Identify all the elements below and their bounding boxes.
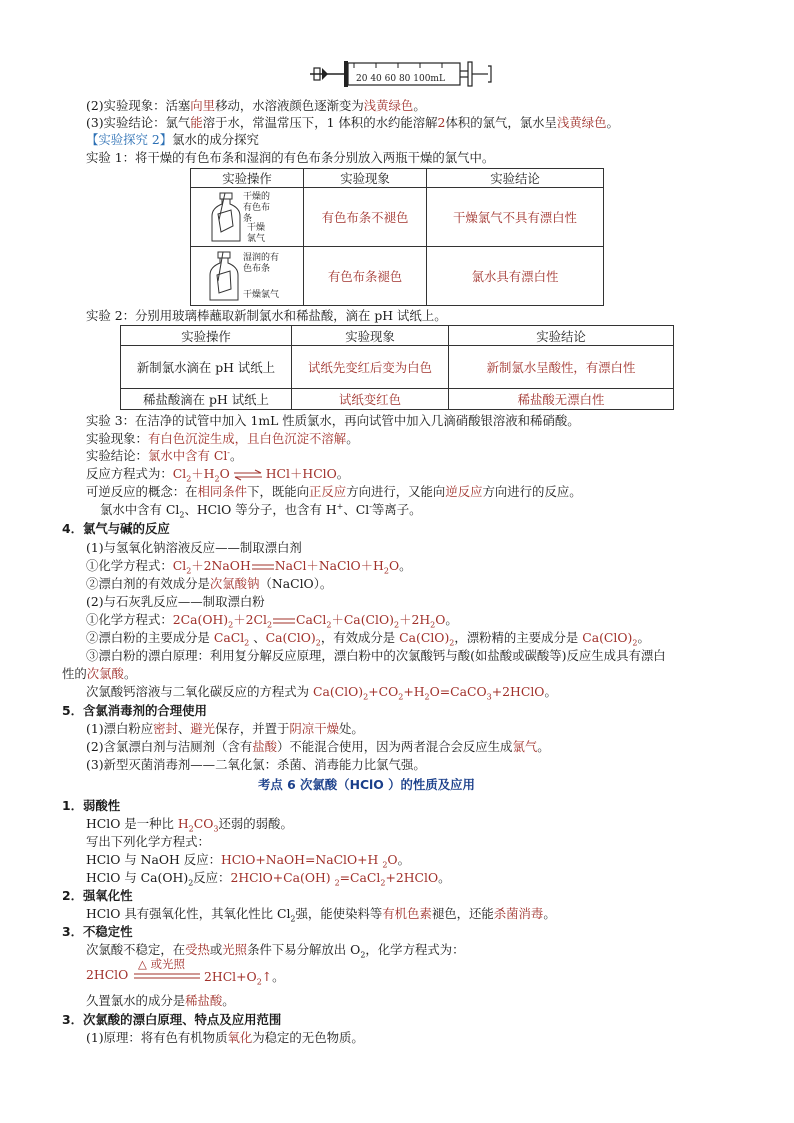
bleaching-principle: (1)原理：将有色有机物质氧化为稳定的无色物质。 [86, 1030, 364, 1045]
section-2-title: 2．强氧化性 [62, 888, 133, 903]
wet-cloth-bottle-icon [207, 251, 241, 303]
exp2-row2-op: 稀盐酸滴在 pH 试纸上 [121, 389, 292, 410]
exp2-header-phenom: 实验现象 [292, 326, 449, 346]
exp2-row1-concl: 新制氯水呈酸性，有漂白性 [449, 346, 674, 389]
storage-rule: (1)漂白粉应密封、避光保存，并置于阴凉干燥处。 [86, 721, 364, 736]
exp2-row2-phenom: 试纸变红色 [292, 389, 449, 410]
exp1-header-op: 实验操作 [191, 169, 304, 188]
equals-arrow-icon [273, 617, 295, 625]
syringe-figure [308, 58, 492, 90]
exp1-row2-phenom: 有色布条褪色 [304, 247, 427, 306]
section-1-title: 1．弱酸性 [62, 798, 121, 813]
exp2-header-concl: 实验结论 [449, 326, 674, 346]
exp3-conclusion: 实验结论：氯水中含有 Cl-。 [86, 447, 243, 463]
explore-2-heading: 【实验探究 2】氯水的成分探究 [86, 132, 259, 147]
condition-arrow-icon [134, 973, 200, 979]
exp3-intro: 实验 3：在洁净的试管中加入 1mL 性质氯水，再向试管中加入几滴硝酸银溶液和稀硝酸。 [86, 413, 580, 428]
line-conclusion-3: (3)实验结论：氯气能溶于水，常温常压下，1 体积的水约能溶解2体积的氯气，氯水呈浅黄绿色。 [86, 115, 619, 130]
chlorine-dioxide: (3)新型灭菌消毒剂——二氧化氯：杀菌、消毒能力比氯气强。 [86, 757, 426, 772]
exp3-phenomenon: 实验现象：有白色沉淀生成，且白色沉淀不溶解。 [86, 431, 359, 446]
dry-cloth-bottle-icon [209, 192, 243, 244]
exp1-header-phenom: 实验现象 [304, 169, 427, 188]
section-5-title: 5．含氯消毒剂的合理使用 [62, 703, 207, 718]
hclo-caoh2: HClO 与 $Ca(OH)_2$反应：2HClO+Ca(OH) $_2$=CaCl$_2$+2HClO。 [86, 870, 451, 888]
line-phenomenon-2: (2)实验现象：活塞向里移动，水溶液颜色逐渐变为浅黄绿色。 [86, 98, 426, 113]
chlorine-water-components: 氯水中含有 $Cl_2$、HClO 等分子，也含有 H+、Cl-等离子。 [100, 501, 422, 520]
lime-equation: ①化学方程式：$2Ca(OH)_2+2Cl_2$ $CaCl_2+Ca(ClO)_2+2H_2O$。 [86, 612, 458, 630]
bleach-powder-components: ②漂白粉的主要成分是 CaCl$_2$ 、$Ca(ClO)_2$，有效成分是 $Ca(ClO)_2$，漂粉精的主要成分是 $Ca(ClO)_2$。 [86, 630, 650, 648]
oxidizing-line: HClO 具有强氧化性，其氧化性比 $Cl_2$强，能使染料等有机色素褪色，还能杀菌消毒。 [86, 906, 556, 924]
exp2-row1-op: 新制氯水滴在 pH 试纸上 [121, 346, 292, 389]
lime-reaction-heading: (2)与石灰乳反应——制取漂白粉 [86, 594, 265, 609]
mixing-rule: (2)含氯漂白剂与洁厕剂（含有盐酸）不能混合使用，因为两者混合会反应生成氯气。 [86, 739, 550, 754]
topic-6-title: 考点 6 次氯酸（HClO ）的性质及应用 [258, 777, 475, 792]
section-4-title: 4．氯气与碱的反应 [62, 521, 170, 536]
page: 20 40 60 80 100mL (2)实验现象：活塞向里移动，水溶液颜色逐渐变为浅黄绿色。 (3)实验结论：氯气能溶于水，常温常压下，1 体积的水约能溶解2体积的氯气，氯水呈浅黄绿色。 【实验探究 2】氯水的成分探究 实验 1：将干燥的有色布条和湿润的有色布条分别放入两瓶干燥的氯气中。 实验操作 实验现象 实验结论 干燥的 有色布 条 干燥 氯气 有色布条不褪色 干燥氯气不具有漂白性 湿润的有 色布条 干燥氯气 有色布条褪色 氯水具有漂白性 实验 2：分别用玻璃棒蘸取新制氯水和稀盐酸，滴在 pH 试纸上。 实验操作 实验现象 实验结论 新制氯水滴在 pH 试纸上 试纸先变红后变为白色 新制氯水呈酸性，有漂白性 稀盐酸滴在 pH 试纸上 试纸变红色 稀盐酸无漂白性 实验 3：在洁净的试管中加入 1mL 性质氯水，再向试管中加入几滴硝酸银溶液和稀硝酸。 实验现象：有白色沉淀生成，且白色沉淀不溶解。 实验结论：氯水中含有 Cl-。 反应方程式为：$Cl_2+H_2O$ HCl＋HClO。 可逆反应的概念：在相同条件下，既能向正反应方向进行，又能向逆反应方向进行的反应。 氯水中含有 $Cl_2$、HClO 等分子，也含有 H+、Cl-等离子。 4．氯气与碱的反应 (1)与氢氧化钠溶液反应——制取漂白剂 ①化学方程式：$Cl_2+2NaOH$ $NaCl+NaClO+H_2O$。 ②漂白剂的有效成分是次氯酸钠（NaClO）。 (2)与石灰乳反应——制取漂白粉 ①化学方程式：$2Ca(OH)_2+2Cl_2$ $CaCl_2+Ca(ClO)_2+2H_2O$。 ②漂白粉的主要成分是 CaCl$_2$ 、$Ca(ClO)_2$，有效成分是 $Ca(ClO)_2$，漂粉精的主要成分是 $Ca(ClO)_2$。 ③漂白粉的漂白原理：利用复分解反应原理，漂白粉中的次氯酸钙与酸(如盐酸或碳酸等)反应生成具有漂白 性的次氯酸。 次氯酸钙溶液与二氧化碳反应的方程式为 $Ca(ClO)_2+CO_2+H_2O=CaCO_3+2HClO$。 5．含氯消毒剂的合理使用 (1)漂白粉应密封、避光保存，并置于阴凉干燥处。 (2)含氯漂白剂与洁厕剂（含有盐酸）不能混合使用，因为两者混合会反应生成氯气。 (3)新型灭菌消毒剂——二氧化氯：杀菌、消毒能力比氯气强。 考点 6 次氯酸（HClO ）的性质及应用 1．弱酸性 HClO 是一种比 $H_2CO_3$还弱的弱酸。 写出下列化学方程式： HClO 与 NaOH 反应：HClO+NaOH=NaClO+H $_2$O。 HClO 与 $Ca(OH)_2$反应：2HClO+Ca(OH) $_2$=CaCl$_2$+2HClO。 2．强氧化性 HClO 具有强氧化性，其氧化性比 $Cl_2$强，能使染料等有机色素褪色，还能杀菌消毒。 3．不稳定性 次氯酸不稳定，在受热或光照条件下易分解放出 $O_2$，化学方程式为： 2HClO △ 或光照 $2HCl+O_2↑$。 久置氯水的成分是稀盐酸。 3．次氯酸的漂白原理、特点及应用范围 (1)原理：将有色有机物质氧化为稳定的无色物质。 [0, 0, 794, 1123]
naoh-reaction-heading: (1)与氢氧化钠溶液反应——制取漂白剂 [86, 540, 302, 555]
exp2-row1-phenom: 试纸先变红后变为白色 [292, 346, 449, 389]
exp1-row2-op: 湿润的有 色布条 干燥氯气 [191, 247, 304, 306]
exp2-header-op: 实验操作 [121, 326, 292, 346]
exp2-row2-concl: 稀盐酸无漂白性 [449, 389, 674, 410]
equals-arrow-icon [252, 563, 274, 571]
reversible-arrow-icon [233, 469, 263, 481]
exp1-intro: 实验 1：将干燥的有色布条和湿润的有色布条分别放入两瓶干燥的氯气中。 [86, 150, 495, 165]
calcium-hypochlorite-co2: 次氯酸钙溶液与二氧化碳反应的方程式为 $Ca(ClO)_2+CO_2+H_2O=CaCO_3+2HClO$。 [86, 684, 557, 702]
write-equations: 写出下列化学方程式： [86, 834, 210, 849]
weak-acid-line: HClO 是一种比 $H_2CO_3$还弱的弱酸。 [86, 816, 293, 834]
bleach-principle-cont: 性的次氯酸。 [62, 666, 137, 681]
aged-chlorine-water: 久置氯水的成分是稀盐酸。 [86, 993, 235, 1008]
hclo-naoh: HClO 与 NaOH 反应：HClO+NaOH=NaClO+H $_2$O。 [86, 852, 410, 870]
exp1-row1-phenom: 有色布条不褪色 [304, 188, 427, 247]
exp1-row1-concl: 干燥氯气不具有漂白性 [427, 188, 604, 247]
bleach-principle: ③漂白粉的漂白原理：利用复分解反应原理，漂白粉中的次氯酸钙与酸(如盐酸或碳酸等)反应生成具有漂白 [86, 648, 666, 663]
exp1-row2-concl: 氯水具有漂白性 [427, 247, 604, 306]
section-3-title: 3．不稳定性 [62, 924, 133, 939]
syringe-scale: 20 40 60 80 100mL [356, 74, 445, 84]
exp1-header-concl: 实验结论 [427, 169, 604, 188]
instability-line: 次氯酸不稳定，在受热或光照条件下易分解放出 $O_2$，化学方程式为： [86, 942, 465, 960]
exp2-intro: 实验 2：分别用玻璃棒蘸取新制氯水和稀盐酸，滴在 pH 试纸上。 [86, 308, 447, 323]
exp1-row1-op: 干燥的 有色布 条 干燥 氯气 [191, 188, 304, 247]
section-3b-title: 3．次氯酸的漂白原理、特点及应用范围 [62, 1012, 282, 1027]
reversible-reaction-concept: 可逆反应的概念：在相同条件下，既能向正反应方向进行，又能向逆反应方向进行的反应。 [86, 484, 582, 499]
exp1-table [190, 168, 604, 306]
reaction-equation: 反应方程式为：$Cl_2+H_2O$ HCl＋HClO。 [86, 466, 350, 484]
naoh-equation: ①化学方程式：$Cl_2+2NaOH$ $NaCl+NaClO+H_2O$。 [86, 558, 412, 576]
exp2-table [120, 325, 674, 410]
bleach-effective-component: ②漂白剂的有效成分是次氯酸钠（NaClO）。 [86, 576, 333, 591]
